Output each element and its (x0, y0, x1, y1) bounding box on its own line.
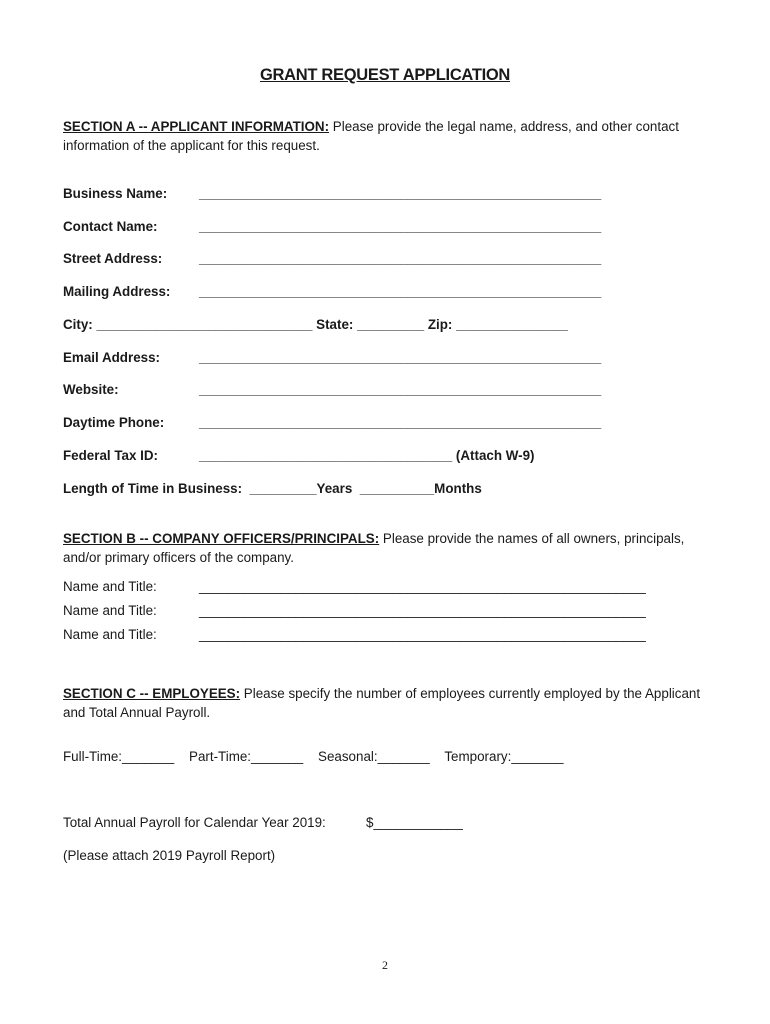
website-field[interactable]: ______________________________________________________ (199, 382, 602, 397)
officer-1-field[interactable]: ____________________________________________________________ (199, 579, 646, 594)
section-b-text: Please provide the names of all owners, principals, and/or primary officers of the company. (63, 531, 685, 565)
section-c-text: Please specify the number of employees currently employed by the Applicant and Total Annual Payroll. (63, 686, 701, 720)
daytime-phone-field[interactable]: ______________________________________________________ (199, 415, 602, 430)
business-name-field[interactable]: ______________________________________________________ (199, 186, 602, 201)
business-name-label: Business Name: (63, 186, 168, 201)
federal-tax-id-field[interactable]: __________________________________ (Attach W-9) (199, 448, 535, 463)
section-c-intro (63, 684, 723, 722)
length-in-business-row[interactable]: Length of Time in Business: _________Years __________Months (63, 481, 482, 496)
section-b-label: SECTION B -- COMPANY OFFICERS/PRINCIPALS: (63, 531, 380, 546)
email-address-field[interactable]: ______________________________________________________ (199, 350, 602, 365)
officer-3-label: Name and Title: (63, 627, 157, 642)
section-c-label: SECTION C -- EMPLOYEES: (63, 686, 241, 701)
mailing-address-field[interactable]: ______________________________________________________ (199, 284, 602, 299)
mailing-address-label: Mailing Address: (63, 284, 171, 299)
city-state-zip-row[interactable]: City: _____________________________ State: _________ Zip: _______________ (63, 317, 568, 332)
page-number: 2 (382, 958, 388, 972)
employee-counts-row[interactable]: Full-Time:_______ Part-Time:_______ Seasonal:_______ Temporary:_______ (63, 749, 564, 764)
officer-1-label: Name and Title: (63, 579, 157, 594)
section-a-intro (63, 117, 723, 155)
officer-2-label: Name and Title: (63, 603, 157, 618)
website-label: Website: (63, 382, 119, 397)
section-a-label: SECTION A -- APPLICANT INFORMATION: (63, 119, 330, 134)
street-address-label: Street Address: (63, 251, 163, 266)
payroll-label: Total Annual Payroll for Calendar Year 2019: (63, 815, 326, 830)
federal-tax-id-label: Federal Tax ID: (63, 448, 159, 463)
daytime-phone-label: Daytime Phone: (63, 415, 165, 430)
payroll-note: (Please attach 2019 Payroll Report) (63, 848, 276, 863)
officer-3-field[interactable]: ____________________________________________________________ (199, 627, 646, 642)
contact-name-label: Contact Name: (63, 219, 158, 234)
street-address-field[interactable]: ______________________________________________________ (199, 251, 602, 266)
section-b-intro (63, 529, 723, 567)
page-title: GRANT REQUEST APPLICATION (259, 66, 511, 84)
email-address-label: Email Address: (63, 350, 160, 365)
officer-2-field[interactable]: ____________________________________________________________ (199, 603, 646, 618)
contact-name-field[interactable]: ______________________________________________________ (199, 219, 602, 234)
section-a-text: Please provide the legal name, address, and other contact information of the applicant for this request. (63, 119, 679, 153)
payroll-field[interactable]: $____________ (366, 815, 463, 830)
